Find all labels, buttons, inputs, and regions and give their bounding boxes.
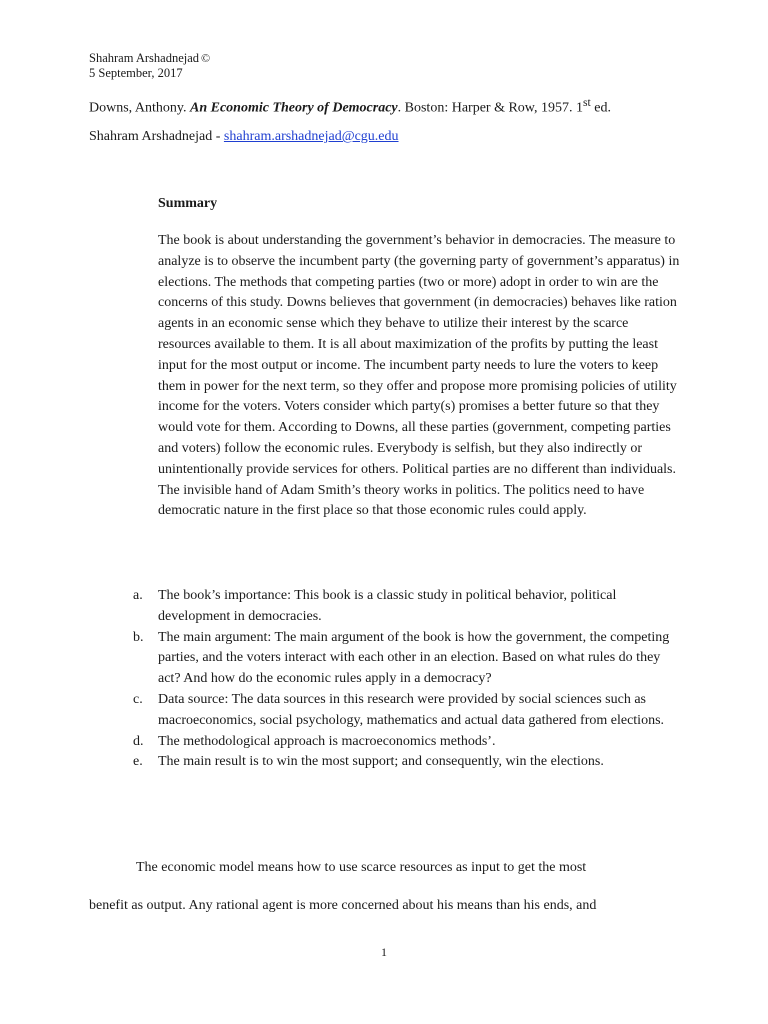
body-text-line-1 (89, 859, 689, 877)
list-marker: b. (133, 629, 144, 645)
list-marker: c. (133, 691, 143, 707)
citation-edition-suffix: ed. (590, 100, 611, 116)
list-item-text: The main result is to win the most support; and consequently, win the elections. (158, 754, 604, 770)
list-item-text: The book’s importance: This book is a classic study in political behavior, political development in democracies. (158, 588, 617, 624)
citation-title: An Economic Theory of Democracy (190, 100, 398, 116)
summary-list (133, 586, 680, 773)
summary-heading: Summary (158, 196, 218, 211)
list-marker: e. (133, 754, 143, 770)
body-text-line-2: benefit as output. Any rational agent is more concerned about his means than his ends, and (89, 898, 597, 913)
citation (89, 94, 611, 118)
list-marker: d. (133, 733, 144, 749)
author-name: Shahram Arshadnejad - (89, 129, 224, 144)
body-line-1-text: The economic model means how to use scarce resources as input to get the most (136, 860, 587, 875)
list-item (133, 690, 680, 732)
list-item-text: The main argument: The main argument of the book is how the government, the competing parties, and the voters interact with each other in an election. Based on what rules do they act? And how do the economic rules apply in a democracy? (158, 629, 670, 687)
list-item-text: Data source: The data sources in this research were provided by social sciences such as macroeconomics, social psychology, mathematics and actual data gathered from elections. (158, 691, 665, 728)
citation-edition-sup: st (583, 96, 591, 109)
citation-publisher: . Boston: Harper & Row, 1957. 1 (397, 100, 583, 116)
author-line (89, 128, 399, 146)
list-item (133, 628, 680, 690)
list-item (133, 586, 680, 628)
list-item (133, 732, 680, 753)
citation-authors: Downs, Anthony. (89, 100, 187, 116)
list-marker: a. (133, 588, 143, 603)
page-number: 1 (381, 945, 387, 959)
list-item (133, 752, 680, 773)
header-author (89, 51, 210, 65)
header-date: 5 September, 2017 (89, 66, 183, 80)
copyright-symbol: © (201, 51, 211, 65)
header-author-name: Shahram Arshadnejad (89, 51, 200, 65)
email-link[interactable]: shahram.arshadnejad@cgu.edu (223, 129, 399, 144)
summary-paragraph: The book is about understanding the government’s behavior in democracies. The measure to analyze is to observe the incumbent party (the governing party of government’s apparatus) in elections. The methods that competing parties (two or more) adopt in order to win are the concerns of this study. Downs believes that government (in democracies) behaves like ration agents in an economic sense which they behave to utilize their interest by the scarce resources available to them. It is all about maximization of the profits by putting the least input for the most output or income. The incumbent party needs to lure the voters to keep them in power for the next term, so they offer and propose more promising policies of utility income for the voters. Voters consider which party(s) promises a better future so that they would vote for them. According to Downs, all these parties (government, competing parties and voters) follow the economic rules. Everybody is selfish, but they also indirectly or unintentionally provide services for others. Political parties are no different than individuals. The invisible hand of Adam Smith’s theory works in politics. The politics need to have democratic nature in the first place so that those economic rules could apply. (158, 233, 680, 519)
list-item-text: The methodological approach is macroeconomics methods’. (158, 733, 496, 749)
